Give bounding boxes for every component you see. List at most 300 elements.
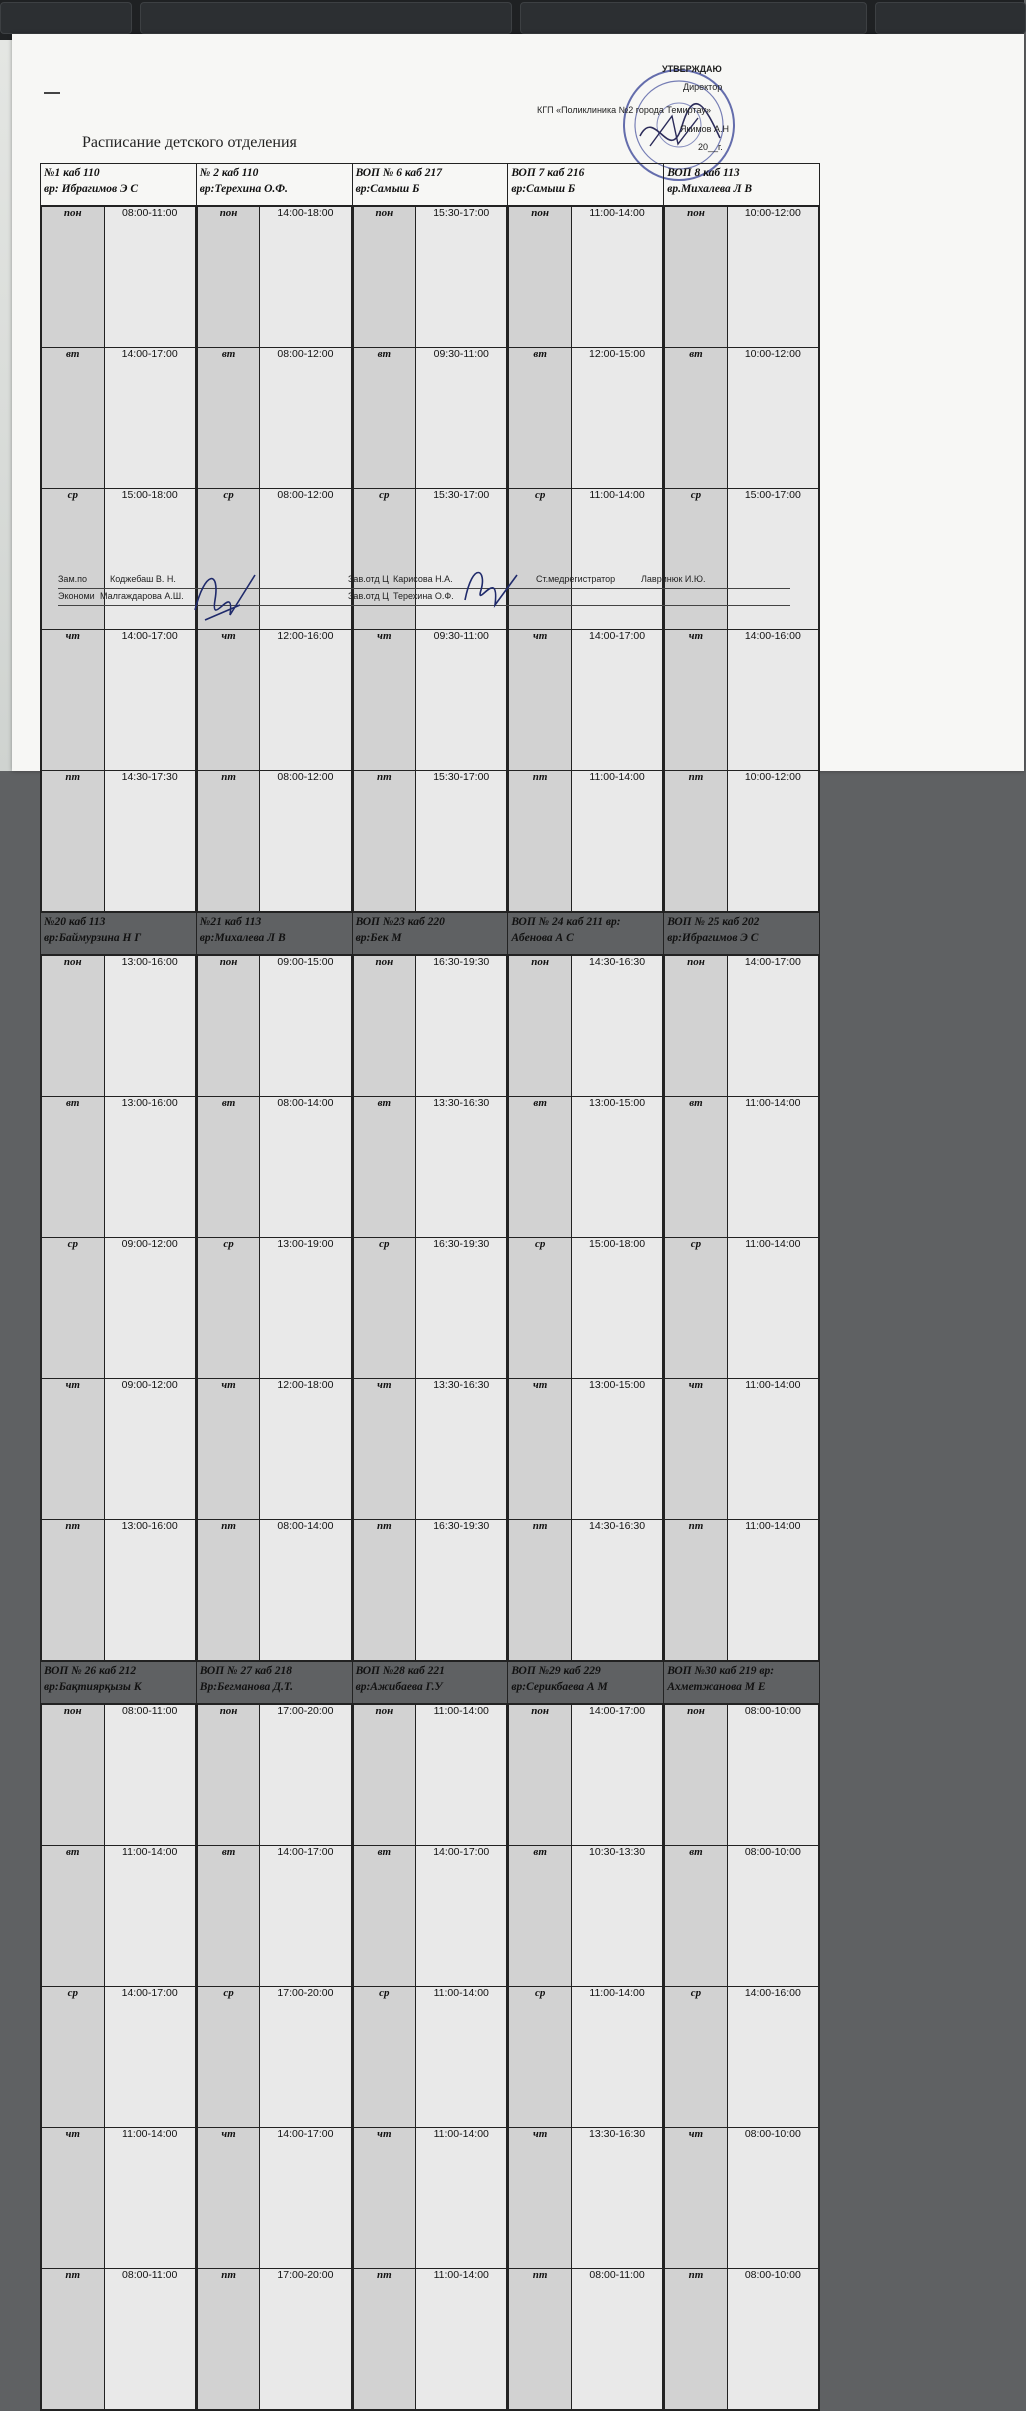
time-value: 08:00-11:00 <box>104 207 195 348</box>
time-value: 16:30-19:30 <box>416 1520 507 1661</box>
time-value: 15:30-17:00 <box>416 207 507 348</box>
time-value: 13:00-19:00 <box>260 1238 351 1379</box>
day-label: ср <box>665 489 728 630</box>
day-label: чт <box>197 2128 260 2269</box>
room-label: ВОП № 27 каб 218 <box>199 1665 292 1677</box>
schedule-row <box>509 630 663 771</box>
schedule-row <box>665 1520 819 1661</box>
time-value: 17:00-20:00 <box>260 1987 351 2128</box>
block-schedule <box>197 1704 352 2410</box>
time-value: 15:30-17:00 <box>416 771 507 912</box>
time-value: 13:30-16:30 <box>416 1379 507 1520</box>
time-value: 11:00-14:00 <box>727 1097 818 1238</box>
footer-row <box>58 589 790 606</box>
day-label: ср <box>353 1238 416 1379</box>
approval-director: Директор <box>683 82 723 92</box>
day-label: пон <box>665 1705 728 1846</box>
schedule-row <box>42 630 196 771</box>
day-label: пон <box>353 956 416 1097</box>
doctor-name: вр:Ажибаева Г.У <box>355 1680 443 1693</box>
footer-name: Коджебаш В. Н. <box>110 574 176 584</box>
block-header <box>664 1662 819 1704</box>
day-label: ср <box>353 1987 416 2128</box>
day-label: пт <box>42 771 105 912</box>
block-schedule <box>353 1704 508 2410</box>
time-value: 10:00-12:00 <box>727 348 818 489</box>
day-label: ср <box>509 489 572 630</box>
time-value: 10:00-12:00 <box>727 771 818 912</box>
time-value: 13:00-16:00 <box>104 1097 195 1238</box>
day-label: чт <box>353 630 416 771</box>
day-label: вт <box>509 348 572 489</box>
time-value: 11:00-14:00 <box>571 771 662 912</box>
schedule-row <box>509 1846 663 1987</box>
time-value: 15:00-17:00 <box>727 489 818 630</box>
time-value: 11:00-14:00 <box>416 1705 507 1846</box>
block-schedule <box>664 206 819 912</box>
schedule-row <box>42 1846 196 1987</box>
time-value: 09:30-11:00 <box>416 630 507 771</box>
schedule-row <box>197 207 351 348</box>
doctor-name: вр:Терехина О.Ф. <box>199 182 288 195</box>
schedule-row <box>665 489 819 630</box>
time-value: 15:00-18:00 <box>571 1238 662 1379</box>
day-label: пон <box>665 956 728 1097</box>
time-value: 17:00-20:00 <box>260 1705 351 1846</box>
approval-header: УТВЕРЖДАЮ <box>662 64 722 74</box>
block-schedule <box>197 955 352 1661</box>
schedule-row <box>42 1238 196 1379</box>
schedule-row <box>197 1379 351 1520</box>
schedule-row <box>665 1705 819 1846</box>
block-header <box>508 913 663 955</box>
block-schedule <box>508 955 663 1661</box>
schedule-row <box>665 1379 819 1520</box>
day-label: пт <box>509 771 572 912</box>
time-value: 11:00-14:00 <box>416 1987 507 2128</box>
time-value: 14:00-18:00 <box>260 207 351 348</box>
day-label: пт <box>665 771 728 912</box>
day-label: вт <box>509 1097 572 1238</box>
day-label: вт <box>197 348 260 489</box>
schedule-row <box>42 489 196 630</box>
footer-role: Ст.медрегистратор <box>536 574 616 584</box>
schedule-row <box>42 1520 196 1661</box>
time-value: 15:30-17:00 <box>416 489 507 630</box>
doctor-block <box>352 164 508 913</box>
doctor-block <box>508 1662 664 2411</box>
block-schedule <box>508 206 663 912</box>
block-header <box>197 164 352 206</box>
room-label: №20 каб 113 <box>44 916 106 928</box>
time-value: 11:00-14:00 <box>571 1987 662 2128</box>
schedule-row <box>509 1379 663 1520</box>
time-value: 16:30-19:30 <box>416 1238 507 1379</box>
day-label: ср <box>197 489 260 630</box>
block-header <box>41 164 196 206</box>
footer-role: Экономи <box>58 591 95 601</box>
schedule-row <box>353 1705 507 1846</box>
time-value: 12:00-18:00 <box>260 1379 351 1520</box>
time-value: 14:00-17:00 <box>416 1846 507 1987</box>
schedule-row <box>665 1846 819 1987</box>
block-header <box>353 913 508 955</box>
doctor-name: вр:Самыш Б <box>355 182 420 195</box>
day-label: ср <box>509 1987 572 2128</box>
schedule-row <box>42 2128 196 2269</box>
time-value: 11:00-14:00 <box>727 1379 818 1520</box>
schedule-row <box>353 956 507 1097</box>
doctor-block <box>196 164 352 913</box>
room-label: ВОП № 26 каб 212 <box>44 1665 137 1677</box>
day-label: пон <box>42 956 105 1097</box>
schedule-row <box>509 2128 663 2269</box>
day-label: вт <box>197 1846 260 1987</box>
room-label: № 2 каб 110 <box>199 167 259 179</box>
block-schedule <box>41 1704 196 2410</box>
time-value: 14:00-17:00 <box>727 956 818 1097</box>
time-value: 14:00-17:00 <box>571 1705 662 1846</box>
schedule-row <box>509 348 663 489</box>
block-schedule <box>41 206 196 912</box>
day-label: чт <box>197 1379 260 1520</box>
keyboard-key <box>0 2 132 34</box>
footer-name: Терехина О.Ф. <box>393 591 454 601</box>
schedule-row <box>509 1097 663 1238</box>
keyboard-key <box>520 2 867 34</box>
block-header <box>353 1662 508 1704</box>
time-value: 08:00-10:00 <box>727 1846 818 1987</box>
schedule-row <box>197 771 351 912</box>
day-label: вт <box>42 1846 105 1987</box>
day-label: пт <box>509 2269 572 2410</box>
room-label: ВОП № 24 каб 211 вр: <box>511 916 621 928</box>
time-value: 09:00-12:00 <box>104 1379 195 1520</box>
schedule-row <box>665 771 819 912</box>
schedule-row <box>353 1987 507 2128</box>
schedule-row <box>353 1846 507 1987</box>
schedule-row <box>509 1987 663 2128</box>
time-value: 09:00-12:00 <box>104 1238 195 1379</box>
time-value: 08:00-10:00 <box>727 2269 818 2410</box>
time-value: 08:00-12:00 <box>260 771 351 912</box>
time-value: 16:30-19:30 <box>416 956 507 1097</box>
time-value: 14:00-17:00 <box>260 2128 351 2269</box>
day-label: пт <box>42 1520 105 1661</box>
schedule-row <box>353 771 507 912</box>
time-value: 11:00-14:00 <box>727 1520 818 1661</box>
day-label: чт <box>509 630 572 771</box>
doctor-block <box>41 1662 197 2411</box>
doctor-block <box>352 913 508 1662</box>
grid-row <box>41 164 820 913</box>
schedule-row <box>665 348 819 489</box>
day-label: пон <box>197 207 260 348</box>
time-value: 10:30-13:30 <box>571 1846 662 1987</box>
time-value: 13:00-15:00 <box>571 1097 662 1238</box>
time-value: 14:00-17:00 <box>104 630 195 771</box>
approval-signatory: Якимов А.Н <box>680 124 729 134</box>
doctor-block <box>196 913 352 1662</box>
block-schedule <box>664 1704 819 2410</box>
schedule-row <box>197 1097 351 1238</box>
schedule-row <box>197 1846 351 1987</box>
day-label: вт <box>353 348 416 489</box>
time-value: 11:00-14:00 <box>416 2128 507 2269</box>
time-value: 09:00-15:00 <box>260 956 351 1097</box>
day-label: пт <box>353 771 416 912</box>
block-header <box>508 164 663 206</box>
doctor-block <box>508 913 664 1662</box>
block-header <box>41 1662 196 1704</box>
time-value: 13:30-16:30 <box>416 1097 507 1238</box>
schedule-row <box>197 956 351 1097</box>
day-label: пон <box>197 1705 260 1846</box>
grid-row <box>41 1662 820 2411</box>
schedule-row <box>42 1379 196 1520</box>
staple-icon <box>44 92 60 94</box>
schedule-row <box>509 956 663 1097</box>
day-label: пон <box>353 207 416 348</box>
schedule-row <box>665 1097 819 1238</box>
doctor-block <box>352 1662 508 2411</box>
time-value: 08:00-14:00 <box>260 1097 351 1238</box>
day-label: вт <box>42 1097 105 1238</box>
footer-role: Зам.по <box>58 574 88 584</box>
doctor-name: Абенова А С <box>511 931 574 944</box>
room-label: ВОП №30 каб 219 вр: <box>667 1665 775 1677</box>
doctor-name: Ахметжанова М Е <box>667 1680 766 1693</box>
keyboard-key <box>140 2 512 34</box>
schedule-row <box>665 207 819 348</box>
day-label: ср <box>509 1238 572 1379</box>
day-label: пт <box>197 771 260 912</box>
doctor-block <box>508 164 664 913</box>
day-label: пт <box>665 1520 728 1661</box>
schedule-row <box>197 348 351 489</box>
day-label: чт <box>353 2128 416 2269</box>
time-value: 11:00-14:00 <box>571 489 662 630</box>
doctor-name: вр:Бақтиярқызы К <box>44 1680 142 1693</box>
day-label: чт <box>665 2128 728 2269</box>
time-value: 14:30-16:30 <box>571 1520 662 1661</box>
time-value: 14:30-17:30 <box>104 771 195 912</box>
time-value: 10:00-12:00 <box>727 207 818 348</box>
schedule-row <box>42 207 196 348</box>
schedule-grid <box>40 163 820 2411</box>
time-value: 14:00-17:00 <box>104 1987 195 2128</box>
day-label: чт <box>665 1379 728 1520</box>
block-header <box>41 913 196 955</box>
schedule-row <box>42 348 196 489</box>
time-value: 17:00-20:00 <box>260 2269 351 2410</box>
room-label: №21 каб 113 <box>199 916 262 928</box>
day-label: чт <box>42 630 105 771</box>
doctor-name: вр:Ибрагимов Э С <box>667 931 759 944</box>
schedule-row <box>665 1987 819 2128</box>
day-label: вт <box>665 1097 728 1238</box>
day-label: пт <box>665 2269 728 2410</box>
time-value: 09:30-11:00 <box>416 348 507 489</box>
room-label: ВОП 7 каб 216 <box>511 167 585 179</box>
day-label: чт <box>353 1379 416 1520</box>
schedule-row <box>197 2269 351 2410</box>
block-schedule <box>197 206 352 912</box>
schedule-row <box>197 1705 351 1846</box>
footer-row <box>58 572 790 589</box>
doctor-name: вр:Серикбаева А М <box>511 1680 608 1693</box>
time-value: 08:00-11:00 <box>104 2269 195 2410</box>
time-value: 08:00-11:00 <box>571 2269 662 2410</box>
schedule-row <box>42 1097 196 1238</box>
page-title: Расписание детского отделения <box>82 134 297 151</box>
day-label: вт <box>353 1097 416 1238</box>
time-value: 08:00-12:00 <box>260 348 351 489</box>
time-value: 11:00-14:00 <box>416 2269 507 2410</box>
day-label: ср <box>665 1238 728 1379</box>
footer-name: Лавринюк И.Ю. <box>641 574 706 584</box>
approval-date: 20__г. <box>698 142 723 152</box>
doctor-name: Вр:Бегманова Д.Т. <box>199 1680 294 1693</box>
time-value: 11:00-14:00 <box>571 207 662 348</box>
schedule-row <box>353 2269 507 2410</box>
time-value: 08:00-11:00 <box>104 1705 195 1846</box>
time-value: 08:00-10:00 <box>727 2128 818 2269</box>
day-label: пт <box>509 1520 572 1661</box>
schedule-row <box>665 956 819 1097</box>
block-schedule <box>664 955 819 1661</box>
doctor-name: вр:Бек М <box>355 931 402 944</box>
block-header <box>664 164 819 206</box>
schedule-row <box>509 1238 663 1379</box>
day-label: пон <box>197 956 260 1097</box>
block-schedule <box>41 955 196 1661</box>
day-label: ср <box>665 1987 728 2128</box>
schedule-row <box>665 2128 819 2269</box>
schedule-row <box>353 1238 507 1379</box>
doctor-name: вр:Михалева Л В <box>199 931 286 944</box>
day-label: чт <box>42 1379 105 1520</box>
signature-footer <box>58 572 790 606</box>
day-label: пт <box>197 2269 260 2410</box>
day-label: чт <box>197 630 260 771</box>
day-label: вт <box>42 348 105 489</box>
day-label: ср <box>42 1238 105 1379</box>
day-label: чт <box>509 2128 572 2269</box>
room-label: ВОП № 6 каб 217 <box>355 167 443 179</box>
time-value: 13:00-15:00 <box>571 1379 662 1520</box>
schedule-row <box>353 348 507 489</box>
block-header <box>508 1662 663 1704</box>
schedule-row <box>42 956 196 1097</box>
time-value: 11:00-14:00 <box>727 1238 818 1379</box>
doctor-block <box>41 913 197 1662</box>
schedule-row <box>665 1238 819 1379</box>
day-label: пон <box>42 1705 105 1846</box>
day-label: ср <box>353 489 416 630</box>
time-value: 08:00-14:00 <box>260 1520 351 1661</box>
time-value: 08:00-10:00 <box>727 1705 818 1846</box>
schedule-row <box>353 1097 507 1238</box>
room-label: ВОП №28 каб 221 <box>355 1665 445 1677</box>
footer-role: Зав.отд Ц <box>348 574 389 584</box>
schedule-row <box>353 1520 507 1661</box>
signature-icon <box>185 560 265 630</box>
schedule-row <box>197 1238 351 1379</box>
room-label: №1 каб 110 <box>44 167 100 179</box>
day-label: чт <box>42 2128 105 2269</box>
time-value: 11:00-14:00 <box>104 2128 195 2269</box>
day-label: ср <box>197 1238 260 1379</box>
time-value: 08:00-12:00 <box>260 489 351 630</box>
block-header <box>353 164 508 206</box>
room-label: ВОП №23 каб 220 <box>355 916 445 928</box>
schedule-row <box>353 1379 507 1520</box>
time-value: 12:00-15:00 <box>571 348 662 489</box>
schedule-row <box>353 207 507 348</box>
time-value: 12:00-16:00 <box>260 630 351 771</box>
schedule-row <box>665 2269 819 2410</box>
schedule-row <box>509 2269 663 2410</box>
day-label: ср <box>42 1987 105 2128</box>
room-label: ВОП № 25 каб 202 <box>667 916 760 928</box>
day-label: пон <box>509 207 572 348</box>
time-value: 14:30-16:30 <box>571 956 662 1097</box>
block-header <box>664 913 819 955</box>
schedule-row <box>42 1987 196 2128</box>
day-label: пт <box>353 2269 416 2410</box>
room-label: ВОП 8 каб 113 <box>667 167 740 179</box>
day-label: вт <box>197 1097 260 1238</box>
time-value: 13:00-16:00 <box>104 1520 195 1661</box>
time-value: 11:00-14:00 <box>104 1846 195 1987</box>
time-value: 14:00-17:00 <box>104 348 195 489</box>
schedule-row <box>353 630 507 771</box>
day-label: вт <box>665 1846 728 1987</box>
doctor-block <box>196 1662 352 2411</box>
doctor-block <box>41 164 197 913</box>
time-value: 13:00-16:00 <box>104 956 195 1097</box>
schedule-row <box>665 630 819 771</box>
schedule-row <box>197 630 351 771</box>
day-label: пон <box>665 207 728 348</box>
schedule-row <box>42 1705 196 1846</box>
schedule-row <box>42 2269 196 2410</box>
doctor-name: вр.Михалева Л В <box>667 182 753 195</box>
footer-role: Зав.отд Ц <box>348 591 389 601</box>
doctor-block <box>664 164 820 913</box>
day-label: пт <box>353 1520 416 1661</box>
approval-organization: КГП «Поликлиника №2 города Темиртау» <box>537 105 711 115</box>
footer-name: Карисова Н.А. <box>393 574 453 584</box>
keyboard-key <box>875 2 1026 34</box>
day-label: пон <box>509 1705 572 1846</box>
schedule-row <box>42 771 196 912</box>
time-value: 14:00-17:00 <box>260 1846 351 1987</box>
day-label: ср <box>197 1987 260 2128</box>
time-value: 15:00-18:00 <box>104 489 195 630</box>
day-label: чт <box>665 630 728 771</box>
day-label: чт <box>509 1379 572 1520</box>
day-label: ср <box>42 489 105 630</box>
block-header <box>197 1662 352 1704</box>
signature-icon <box>455 555 525 615</box>
day-label: пон <box>353 1705 416 1846</box>
day-label: пон <box>509 956 572 1097</box>
room-label: ВОП №29 каб 229 <box>511 1665 601 1677</box>
day-label: вт <box>353 1846 416 1987</box>
block-schedule <box>353 955 508 1661</box>
